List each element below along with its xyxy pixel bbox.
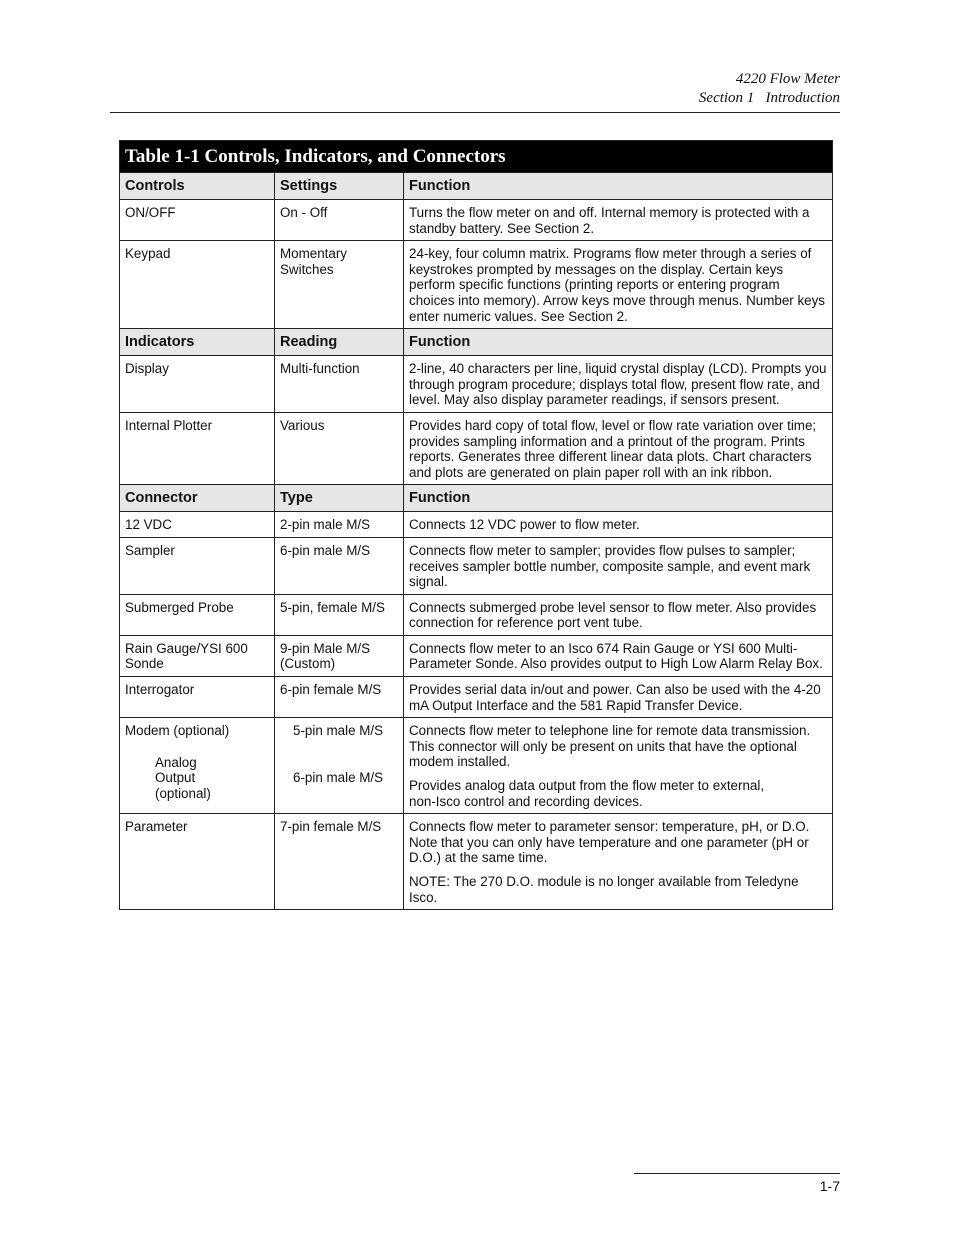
column-header: Settings (275, 173, 404, 200)
column-header: Function (404, 485, 833, 512)
item-setting: Various (275, 412, 404, 484)
item-function-cell (404, 814, 833, 910)
table-row (120, 412, 833, 484)
option-spacer (280, 739, 399, 770)
item-function: 24-key, four column matrix. Programs flow meter through a series of keystrokes prompted by messages on the display. Certain keys perform specific functions (printing reports or entering program choices into memory). Arrow keys move through menus. Number keys enter numeric values. See Section 2. (404, 241, 833, 329)
section-header-row (120, 173, 833, 200)
option-functions-cell (404, 718, 833, 814)
item-function: Connects submerged probe level sensor to flow meter. Also provides connection for reference port vent tube. (404, 594, 833, 635)
column-header: Controls (120, 173, 275, 200)
running-header-title: 4220 Flow Meter (735, 71, 840, 87)
page-number: 1-7 (819, 1178, 840, 1194)
item-type: 6-pin female M/S (275, 677, 404, 718)
section-header-row (120, 485, 833, 512)
table-title-row (120, 141, 833, 173)
option-types-cell (275, 718, 404, 814)
analog-output-name: Analog Output (optional) (155, 754, 211, 802)
column-header: Reading (275, 329, 404, 356)
item-function: Connects flow meter to parameter sensor: temperature, pH, or D.O. Note that you can only have temperature and one parameter (pH or D.O.) at the same time. (409, 819, 810, 866)
column-header: Connector (120, 485, 275, 512)
running-header (699, 70, 840, 108)
controls-table (119, 140, 833, 910)
item-name: 12 VDC (120, 512, 275, 538)
item-function: Provides serial data in/out and power. Can also be used with the 4-20 mA Output Interface and the 581 Rapid Transfer Device. (404, 677, 833, 718)
item-type: 7-pin female M/S (275, 814, 404, 910)
option-names-cell (120, 718, 275, 814)
item-setting: Multi-function (275, 356, 404, 413)
table-title: Table 1-1 Controls, Indicators, and Connectors (120, 141, 833, 173)
column-header: Function (404, 173, 833, 200)
item-function: Connects 12 VDC power to flow meter. (404, 512, 833, 538)
analog-output-type: 6-pin male M/S (293, 769, 384, 785)
table-row (120, 356, 833, 413)
table-row (120, 594, 833, 635)
item-name: Interrogator (120, 677, 275, 718)
item-type: 9-pin Male M/S (Custom) (275, 635, 404, 676)
table-row (120, 677, 833, 718)
analog-output-function: Provides analog data output from the flow meter to external, non-Isco control and recording devices. (409, 778, 765, 809)
item-setting: Momentary Switches (275, 241, 404, 329)
section-header-row (120, 329, 833, 356)
item-function: Turns the flow meter on and off. Internal memory is protected with a standby battery. See Section 2. (404, 200, 833, 241)
table-row (120, 512, 833, 538)
footer-rule (634, 1173, 840, 1174)
table-row (120, 814, 833, 910)
item-type: 5-pin, female M/S (275, 594, 404, 635)
modem-name: Modem (optional) (125, 723, 230, 739)
column-header: Indicators (120, 329, 275, 356)
item-name: Display (120, 356, 275, 413)
column-header: Function (404, 329, 833, 356)
item-function: Connects flow meter to an Isco 674 Rain Gauge or YSI 600 Multi-Parameter Sonde. Also provides output to High Low Alarm Relay Box. (404, 635, 833, 676)
table-row (120, 537, 833, 594)
modem-function: Connects flow meter to telephone line for remote data transmission. This connector will only be present on units that have the optional modem installed. (409, 723, 811, 770)
option-spacer (125, 739, 270, 755)
item-name: Submerged Probe (120, 594, 275, 635)
item-name: ON/OFF (120, 200, 275, 241)
item-setting: On - Off (275, 200, 404, 241)
running-header-section: Section 1 Introduction (698, 90, 840, 106)
item-function: 2-line, 40 characters per line, liquid crystal display (LCD). Prompts you through program procedure; displays total flow, present flow rate, and level. May also display parameter readings, if sensors present. (404, 356, 833, 413)
table-row (120, 635, 833, 676)
item-name: Parameter (120, 814, 275, 910)
item-name: Keypad (120, 241, 275, 329)
header-rule (110, 112, 840, 113)
item-name: Internal Plotter (120, 412, 275, 484)
table-row (120, 200, 833, 241)
item-name: Sampler (120, 537, 275, 594)
item-type: 6-pin male M/S (275, 537, 404, 594)
table-row (120, 718, 833, 814)
column-header: Type (275, 485, 404, 512)
item-function: Connects flow meter to sampler; provides flow pulses to sampler; receives sampler bottle number, composite sample, and event mark signal. (404, 537, 833, 594)
item-type: 2-pin male M/S (275, 512, 404, 538)
item-function: Provides hard copy of total flow, level or flow rate variation over time; provides sampling information and a printout of the program. Prints reports. Generates three different linear data plots. Chart characters and plots are generated on plain paper roll with an ink ribbon. (404, 412, 833, 484)
item-name: Rain Gauge/YSI 600 Sonde (120, 635, 275, 676)
table-row (120, 241, 833, 329)
item-note: NOTE: The 270 D.O. module is no longer available from Teledyne Isco. (409, 874, 799, 905)
modem-type: 5-pin male M/S (293, 723, 384, 739)
